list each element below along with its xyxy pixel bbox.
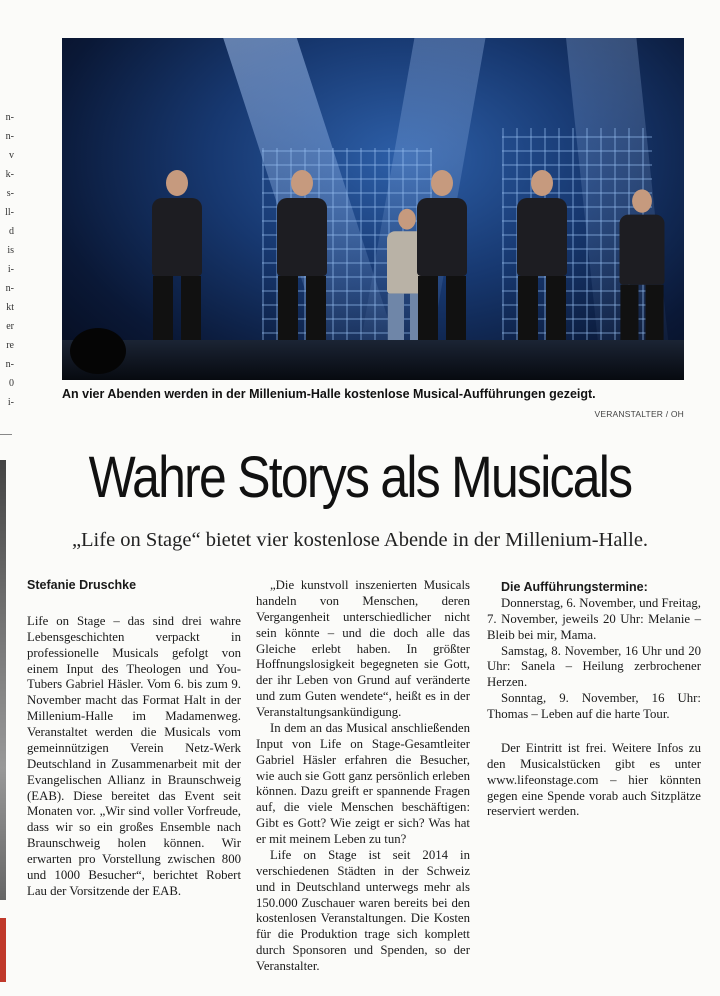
photo-credit: VERANSTALTER / OH	[594, 409, 684, 419]
fragment-line: is	[7, 245, 14, 256]
fragment-line: d	[9, 226, 14, 237]
fragment-line: i-	[7, 397, 14, 408]
divider	[0, 434, 12, 435]
stage-photo	[62, 38, 684, 380]
article-column-2	[256, 578, 470, 975]
date-entry: Sonntag, 9. November, 16 Uhr: Thomas – Leben auf die harte Tour.	[487, 691, 701, 721]
article-paragraph: Life on Stage ist seit 2014 in verschiedenen Städten in der Schweiz und in Deutschland unterwegs mehr als 150.000 Zuschauer waren bereits bei den kostenlosen Veranstaltungen. Die Kosten für die Produktion trage sich komplett durch Sponsoren und Spenden, so der Veranstalter.	[256, 847, 470, 973]
fragment-line: n-	[5, 283, 14, 294]
date-entry: Donnerstag, 6. November, und Freitag, 7. November, jeweils 20 Uhr: Melanie – Bleib bei mir, Mama.	[487, 595, 701, 642]
fragment-line: ll-	[5, 207, 14, 218]
fragment-line: k-	[5, 169, 14, 180]
date-entry: Samstag, 8. November, 16 Uhr und 20 Uhr: Sanela – Heilung zerbrochener Herzen.	[487, 643, 701, 690]
performer-figure	[152, 170, 202, 364]
performer-figure	[277, 170, 327, 364]
fragment-line: v	[9, 150, 14, 161]
fragment-line: n-	[5, 359, 14, 370]
stage-floor	[62, 340, 684, 380]
fragment-line: er	[6, 321, 14, 332]
article-paragraph: In dem an das Musical anschließenden Input von Life on Stage-Gesamtleiter Gabriel Häsler erfahren die Besucher, wie auch sie Gott ganz persönlich erleben können. Dazu greift er spannende Fragen auf, die viele Menschen beschäftigen: Gibt es Gott? Wie zeigt er sich? Was hat er mit meinem Leben zu tun?	[256, 720, 470, 846]
adjacent-image-edge	[0, 460, 6, 900]
article-paragraph: „Die kunstvoll inszenierten Musicals handeln von Menschen, deren Vergangenheit unterschiedlicher nicht sein könnte – und die doch alle das Gleiche erlebt haben. In größter Hoffnungslosigkeit begegneten sie Gott, der ihr Leben von Grund auf veränderte und zum Guten wendete“, heißt es in der Veranstaltungsankündigung.	[256, 578, 470, 719]
author-byline: Stefanie Druschke	[27, 578, 137, 592]
adjacent-column-fragment	[0, 0, 14, 996]
closing-paragraph: Der Eintritt ist frei. Weitere Infos zu den Musicalstücken gibt es unter www.lifeonstage.com – hier könnten gegen eine Spende vorab auch Sitzplätze reserviert werden.	[487, 740, 701, 819]
photo-caption: An vier Abenden werden in der Millenium-Halle kostenlose Musical-Aufführungen gezeigt.	[62, 387, 596, 401]
fragment-line: n-	[5, 131, 14, 142]
performer-figure	[417, 170, 467, 364]
fragment-line: 0	[9, 378, 14, 389]
subheadline: „Life on Stage“ bietet vier kostenlose Abende in der Millenium-Halle.	[71, 529, 649, 551]
dates-heading: Die Aufführungstermine:	[501, 580, 648, 594]
article-paragraph: Life on Stage – das sind drei wahre Lebensgeschichten verpackt in professionelle Musicals gefolgt von einem Input des Theologen und You-Tubers Gabriel Häsler. Vom 6. bis zum 9. November macht das Format Halt in der Millenium-Halle im Madamenweg. Veranstaltet werden die Musicals vom gemeinnützigen Verein Netz-Werk Deutschland in Zusammenarbeit mit der Evangelischen Allianz in Braunschweig (EAB). Diese bereitet das Event seit Monaten vor. „Wir sind voller Vorfreude, dass wir so ein großes Ensemble nach Braunschweig holen können. Wir erwarten pro Vorstellung zwischen 800 und 1000 Besucher“, berichtet Robert Lau der Vorsitzende der EAB.	[27, 613, 241, 898]
adjacent-red-bar	[0, 918, 6, 982]
fragment-line: re	[6, 340, 14, 351]
audience-silhouette	[70, 328, 126, 374]
article-column-3	[487, 578, 701, 820]
performer-figure	[517, 170, 567, 364]
performer-figure	[620, 189, 665, 364]
headline: Wahre Storys als Musicals	[88, 445, 632, 510]
fragment-line: kt	[6, 302, 14, 313]
fragment-line: n-	[5, 112, 14, 123]
fragment-line: s-	[6, 188, 14, 199]
fragment-line: i-	[7, 264, 14, 275]
article-column-1	[27, 578, 241, 900]
